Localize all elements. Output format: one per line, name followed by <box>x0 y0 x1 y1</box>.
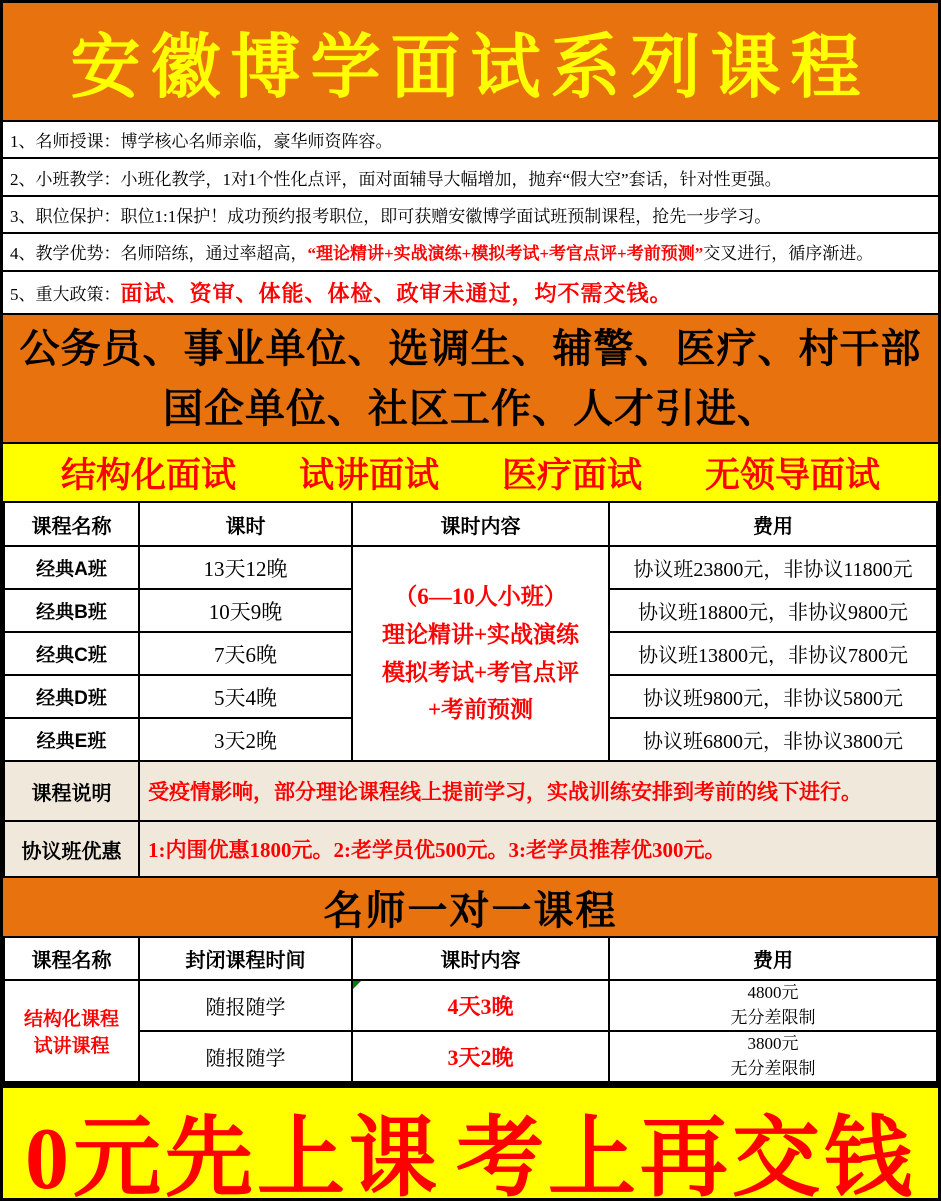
col-header-content: 课时内容 <box>353 503 608 545</box>
class-b-name: 经典B班 <box>5 590 138 631</box>
feature-item-4 <box>3 234 938 271</box>
track-structured: 结构化面试 <box>61 455 237 495</box>
content-line-3: 模拟考试+考官点评 <box>381 659 580 685</box>
row1-content-text: 4天3晚 <box>447 994 514 1019</box>
note-text-description: 受疫情影响，部分理论课程线上提前学习，实战训练安排到考前的线下进行。 <box>140 762 936 820</box>
course-name-lecture: 试讲课程 <box>33 1036 110 1057</box>
feature-text: 4、教学优势：名师陪练，通过率超高， <box>10 244 308 264</box>
note-rows <box>3 762 938 878</box>
feature-list <box>3 122 938 315</box>
class-c-duration: 7天6晚 <box>140 633 351 674</box>
col2-header-name: 课程名称 <box>5 938 138 979</box>
row2-time: 随报随学 <box>140 1032 351 1081</box>
one-on-one-table <box>3 938 938 1085</box>
col-header-name: 课程名称 <box>5 503 138 545</box>
track-lecture: 试讲面试 <box>298 455 439 495</box>
course-table <box>3 501 938 762</box>
row2-fee-note: 无分差限制 <box>730 1058 816 1078</box>
class-e-duration: 3天2晚 <box>140 719 351 760</box>
one-on-one-banner <box>3 878 938 938</box>
bottom-slogan-banner <box>3 1085 938 1201</box>
row1-fee <box>610 981 936 1030</box>
feature-item-3 <box>3 197 938 234</box>
row1-time: 随报随学 <box>140 981 351 1030</box>
row2-content <box>353 1032 608 1081</box>
feature-text: 2、小班教学：小班化教学，1对1个性化点评，面对面辅导大幅增加，抛弃“假大空”套话，针对性更强。 <box>10 169 782 189</box>
col-header-fee: 费用 <box>610 503 936 545</box>
class-e-fee: 协议班6800元，非协议3800元 <box>610 719 936 760</box>
class-a-name: 经典A班 <box>5 547 138 588</box>
class-d-fee: 协议班9800元，非协议5800元 <box>610 676 936 717</box>
track-leaderless: 无领导面试 <box>704 455 880 495</box>
content-line-1: （6—10人小班） <box>394 583 567 609</box>
feature-text: 3、职位保护：职位1:1保护！成功预约报考职位，即可获赠安徽博学面试班预制课程，抢先一步学习。 <box>10 207 772 227</box>
class-a-duration: 13天12晚 <box>140 547 351 588</box>
feature-item-1 <box>3 122 938 159</box>
course-name-structured: 结构化课程 <box>23 1009 119 1030</box>
row1-fee-note: 无分差限制 <box>730 1007 816 1027</box>
content-line-4: +考前预测 <box>427 697 534 723</box>
col2-header-content: 课时内容 <box>353 938 608 979</box>
cell-corner-marker-icon <box>353 981 361 989</box>
feature-text: 5、重大政策： <box>10 284 121 304</box>
content-line-2: 理论精讲+实战演练 <box>381 621 580 647</box>
class-a-fee: 协议班23800元，非协议11800元 <box>610 547 936 588</box>
class-b-duration: 10天9晚 <box>140 590 351 631</box>
note-label-description: 课程说明 <box>5 762 138 820</box>
feature-item-5 <box>3 272 938 315</box>
track-medical: 医疗面试 <box>501 455 642 495</box>
class-e-name: 经典E班 <box>5 719 138 760</box>
class-d-name: 经典D班 <box>5 676 138 717</box>
row2-fee-amount: 3800元 <box>747 1033 799 1053</box>
slogan-left: 0元先上课 <box>25 1111 442 1201</box>
col2-header-fee: 费用 <box>610 938 936 979</box>
row1-content <box>353 981 608 1030</box>
course-content-cell <box>353 547 608 760</box>
class-c-name: 经典C班 <box>5 633 138 674</box>
note-text-discount: 1:内围优惠1800元。2:老学员优500元。3:老学员推荐优300元。 <box>140 822 936 876</box>
feature-text: 1、名师授课：博学核心名师亲临，豪华师资阵容。 <box>10 132 393 152</box>
one-on-one-course-names <box>5 981 138 1081</box>
row2-fee <box>610 1032 936 1081</box>
feature-highlight: 面试、资审、体能、体检、政审未通过，均不需交钱。 <box>120 280 673 306</box>
top-banner <box>3 3 938 122</box>
feature-item-2 <box>3 159 938 196</box>
class-d-duration: 5天4晚 <box>140 676 351 717</box>
poster-title: 安徽博学面试系列课程 <box>70 30 871 107</box>
row2-content-text: 3天2晚 <box>447 1045 514 1070</box>
slogan-right: 考上再交钱 <box>455 1111 916 1201</box>
audience-line-1: 公务员、事业单位、选调生、辅警、医疗、村干部 <box>19 326 922 371</box>
feature-text-post: 交叉进行，循序渐进。 <box>703 244 874 264</box>
note-label-discount: 协议班优惠 <box>5 822 138 876</box>
audience-banner <box>3 315 938 444</box>
class-b-fee: 协议班18800元，非协议9800元 <box>610 590 936 631</box>
tracks-banner <box>3 444 938 501</box>
feature-highlight: “理论精讲+实战演练+模拟考试+考官点评+考前预测” <box>307 244 704 264</box>
class-c-fee: 协议班13800元，非协议7800元 <box>610 633 936 674</box>
audience-line-2: 国企单位、社区工作、人才引进、 <box>163 386 778 431</box>
row1-fee-amount: 4800元 <box>747 982 799 1002</box>
one-on-one-banner-text: 名师一对一课程 <box>323 888 618 933</box>
col2-header-time: 封闭课程时间 <box>140 938 351 979</box>
col-header-duration: 课时 <box>140 503 351 545</box>
